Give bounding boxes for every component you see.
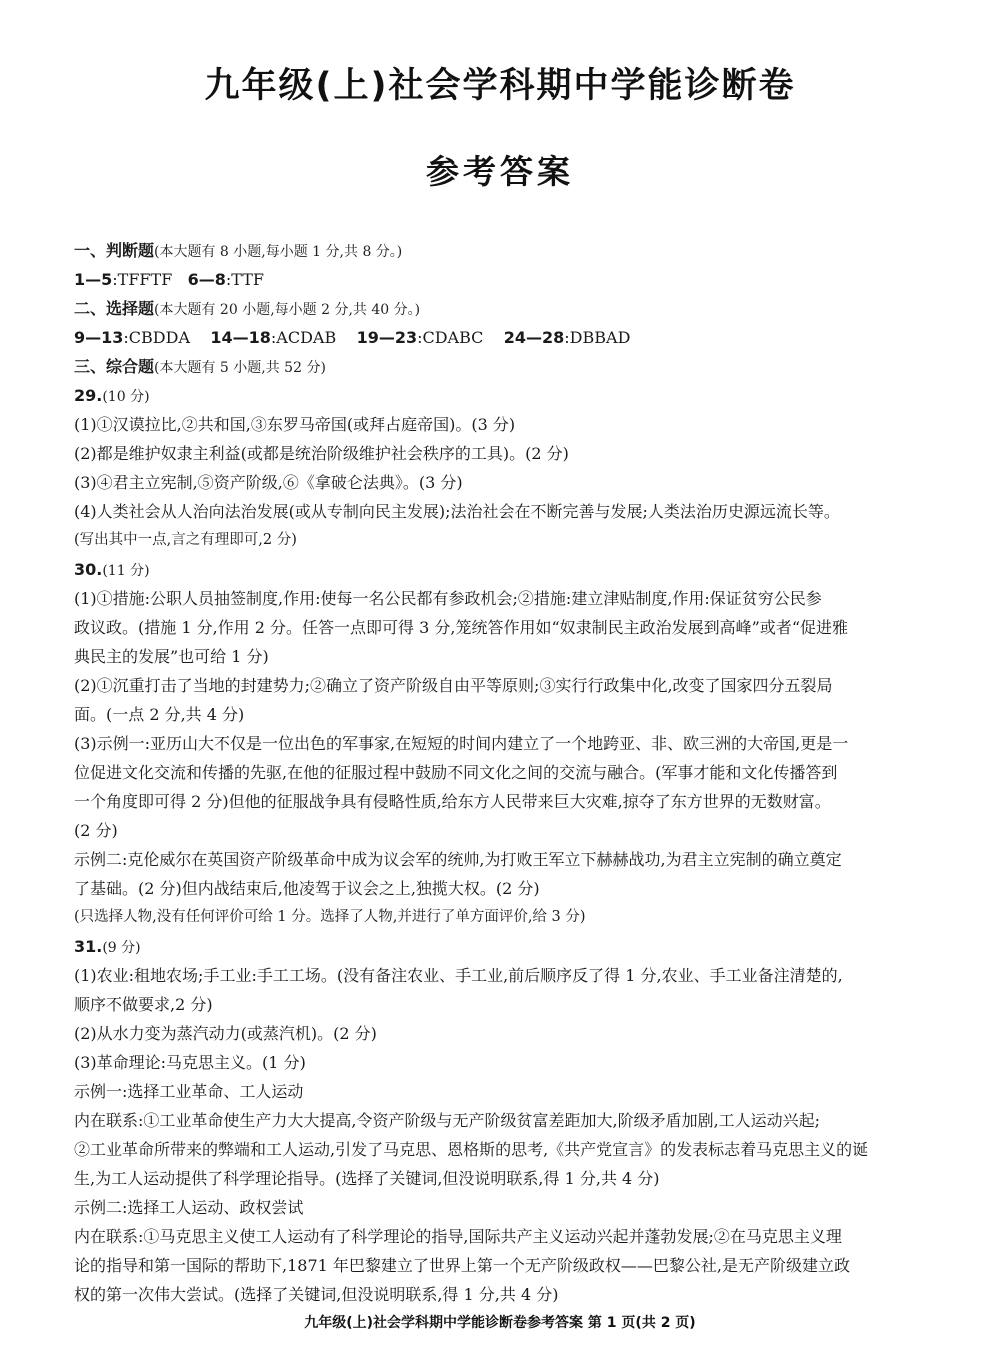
section2-g1-label: 9—13	[74, 328, 124, 347]
q31-score: (9 分)	[102, 940, 141, 956]
q31-line-1: (1)农业:租地农场;手工业:手工工场。(没有备注农业、手工业,前后顺序反了得 1 分,农业、手工业备注清楚的,	[74, 966, 843, 985]
q29-score: (10 分)	[102, 389, 150, 405]
q30-line-7: 位促进文化交流和传播的先驱,在他的征服过程中鼓励不同文化之间的交流与融合。(军事才能和文化传播答到	[74, 763, 838, 782]
q31-line-11: 论的指导和第一国际的帮助下,1871 年巴黎建立了世界上第一个无产阶级政权——巴黎公社,是无产阶级建立政	[74, 1256, 850, 1275]
q31-line-3: (2)从水力变为蒸汽动力(或蒸汽机)。(2 分)	[74, 1024, 377, 1043]
q30-line-12: (只选择人物,没有任何评价可给 1 分。选择了人物,并进行了单方面评价,给 3 分)	[74, 909, 586, 925]
section2-g1-value: :CBDDA	[123, 328, 191, 347]
q31-number: 31.	[74, 937, 103, 956]
section1-heading: 一、判断题	[74, 241, 155, 260]
section2-g3-label: 19—23	[356, 328, 418, 347]
q31-line-4: (3)革命理论:马克思主义。(1 分)	[74, 1053, 306, 1072]
section2-heading: 二、选择题	[74, 299, 155, 318]
section1-heading-line	[74, 236, 934, 265]
page-title: 九年级(上)社会学科期中学能诊断卷	[204, 66, 796, 106]
q30-line-10: 示例二:克伦威尔在英国资产阶级革命中成为议会军的统帅,为打败王军立下赫赫战功,为君主立宪制的确立奠定	[74, 850, 842, 869]
q29-line-1: (1)①汉谟拉比,②共和国,③东罗马帝国(或拜占庭帝国)。(3 分)	[74, 415, 516, 434]
q31-line-8: 生,为工人运动提供了科学理论指导。(选择了关键词,但没说明联系,得 1 分,共 4 分)	[74, 1169, 660, 1188]
section1-ans1-value: :TFFTF	[112, 270, 173, 289]
section3-note: (本大题有 5 小题,共 52 分)	[154, 360, 326, 376]
section3-heading-line	[74, 352, 934, 381]
answer-content	[74, 236, 934, 1309]
q30-header	[74, 555, 934, 584]
q30-line-4: (2)①沉重打击了当地的封建势力;②确立了资产阶级自由平等原则;③实行行政集中化,改变了国家四分五裂局	[74, 676, 833, 695]
section1-answers	[74, 265, 934, 294]
q30-line-9: (2 分)	[74, 821, 118, 840]
q30-line-1: (1)①措施:公职人员抽签制度,作用:使每一名公民都有参政机会;②措施:建立津贴制度,作用:保证贫穷公民参	[74, 589, 822, 608]
section1-ans2-value: :TTF	[225, 270, 264, 289]
q30-score: (11 分)	[102, 563, 150, 579]
q30-number: 30.	[74, 560, 103, 579]
q30-line-2: 政议政。(措施 1 分,作用 2 分。任答一点即可得 3 分,笼统答作用如“奴隶制民主政治发展到高峰”或者“促进雅	[74, 618, 849, 637]
q30-line-6: (3)示例一:亚历山大不仅是一位出色的军事家,在短短的时间内建立了一个地跨亚、非、欧三洲的大帝国,更是一	[74, 734, 849, 753]
q31-line-5: 示例一:选择工业革命、工人运动	[74, 1082, 304, 1101]
q31-line-12: 权的第一次伟大尝试。(选择了关键词,但没说明联系,得 1 分,共 4 分)	[74, 1285, 559, 1304]
section2-g3-value: :CDABC	[417, 328, 484, 347]
section2-g2-label: 14—18	[210, 328, 271, 347]
q31-line-6: 内在联系:①工业革命使生产力大大提高,令资产阶级与无产阶级贫富差距加大,阶级矛盾加剧,工人运动兴起;	[74, 1111, 821, 1130]
section1-ans2-label: 6—8	[187, 270, 226, 289]
section1-note: (本大题有 8 小题,每小题 1 分,共 8 分。)	[154, 244, 403, 260]
section2-heading-line	[74, 294, 934, 323]
q31-line-7: ②工业革命所带来的弊端和工人运动,引发了马克思、恩格斯的思考,《共产党宣言》的发表标志着马克思主义的诞	[74, 1140, 869, 1159]
q30-line-5: 面。(一点 2 分,共 4 分)	[74, 705, 245, 724]
page-footer: 九年级(上)社会学科期中学能诊断卷参考答案 第 1 页(共 2 页)	[304, 1315, 696, 1331]
q29-line-2: (2)都是维护奴隶主利益(或都是统治阶级维护社会秩序的工具)。(2 分)	[74, 444, 569, 463]
section2-answers	[74, 323, 934, 352]
q31-line-2: 顺序不做要求,2 分)	[74, 995, 213, 1014]
q29-line-5: (写出其中一点,言之有理即可,2 分)	[74, 532, 297, 548]
q31-line-9: 示例二:选择工人运动、政权尝试	[74, 1198, 304, 1217]
q30-line-11: 了基础。(2 分)但内战结束后,他凌驾于议会之上,独揽大权。(2 分)	[74, 879, 540, 898]
section2-note: (本大题有 20 小题,每小题 2 分,共 40 分。)	[154, 302, 421, 318]
section2-g4-value: :DBBAD	[564, 328, 631, 347]
q31-line-10: 内在联系:①马克思主义使工人运动有了科学理论的指导,国际共产主义运动兴起并蓬勃发展;②在马克思主义理	[74, 1227, 842, 1246]
q29-line-3: (3)④君主立宪制,⑤资产阶级,⑥《拿破仑法典》。(3 分)	[74, 473, 463, 492]
q31-header	[74, 932, 934, 961]
section2-g2-value: :ACDAB	[270, 328, 337, 347]
q29-header	[74, 381, 934, 410]
q30-line-3: 典民主的发展”也可给 1 分)	[74, 647, 269, 666]
q29-line-4: (4)人类社会从人治向法治发展(或从专制向民主发展);法治社会在不断完善与发展;人类法治历史源远流长等。	[74, 502, 840, 521]
q30-line-8: 一个角度即可得 2 分)但他的征服战争具有侵略性质,给东方人民带来巨大灾难,掠夺了东方世界的无数财富。	[74, 792, 831, 811]
section3-heading: 三、综合题	[74, 357, 155, 376]
q29-number: 29.	[74, 386, 103, 405]
section1-ans1-label: 1—5	[74, 270, 113, 289]
page-subtitle: 参考答案	[426, 152, 574, 191]
section2-g4-label: 24—28	[503, 328, 565, 347]
